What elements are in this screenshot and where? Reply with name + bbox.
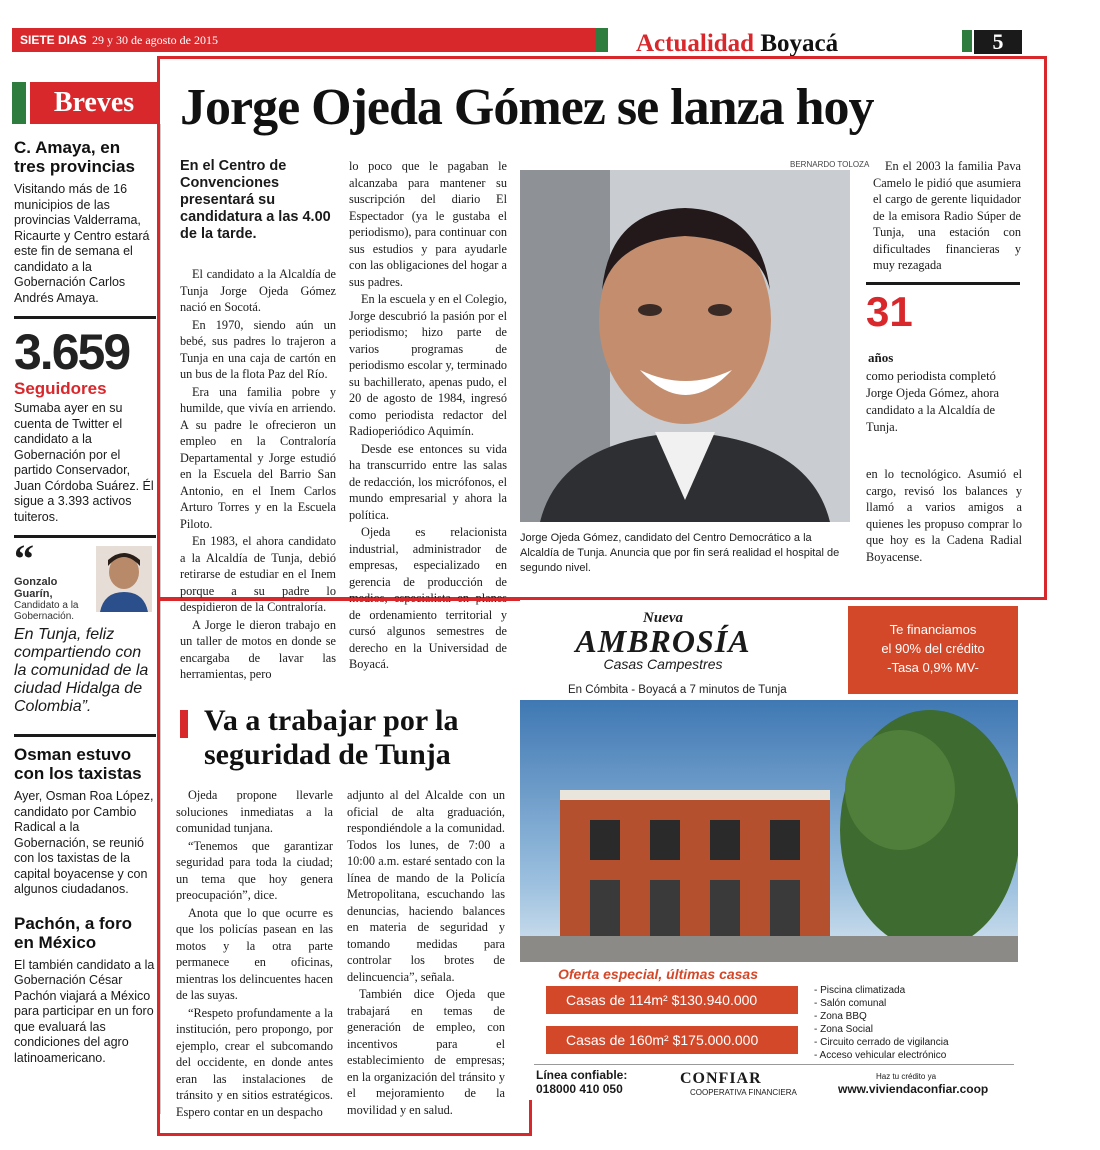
amenity: - Zona BBQ (814, 1011, 867, 1022)
article-column-2 (349, 158, 507, 674)
subheadline: Va a trabajar por la seguridad de Tunja (204, 704, 459, 771)
ad-logo-nueva: Nueva (643, 610, 683, 626)
ad-web: www.viviendaconfiar.coop (838, 1082, 989, 1096)
paragraph: Ojeda es relacionista industrial, administrador de empresas, especializado en gerencia de producción de medios, especialista en planes de ordenamiento territorial y cursó algunos semestres de derecho en la Universidad de Boyacá. (349, 525, 507, 671)
stat-text: Sumaba ayer en su cuenta de Twitter el candidato a la Gobernación por el partido Conservador, Juan Córdoba Suárez. Él sigue a 3.393 activos tuiteros. (14, 401, 154, 524)
ad-divider (534, 1064, 1014, 1065)
paragraph: Ojeda propone llevarle soluciones inmediatas a la comunidad tunjana. (176, 788, 333, 835)
paragraph: En el 2003 la familia Pava Camelo le pidió que asumiera el cargo de gerente liquidador de la emisora Radio Súper de Tunja, una estación con dificultades financieras y muy rezagada (873, 159, 1021, 272)
quote-mark-icon: “ (14, 536, 34, 581)
paragraph: En 1983, el ahora candidato a la Alcaldía de Tunja, debió retirarse de estudiar en el Inem porque a su padre lo despidieron de la Contraloría. (180, 534, 336, 614)
paragraph: También dice Ojeda que trabajará en temas de generación de empleo, con incentivos para el establecimiento de empresas; en la organización del tránsito y el mejoramiento de la movilidad y en salud. (347, 987, 505, 1117)
quote-box (14, 536, 156, 724)
divider (14, 535, 156, 538)
brief-title: C. Amaya, en tres provincias (14, 138, 135, 176)
section-title-a: Actualidad (636, 30, 755, 57)
stat-number: 3.659 (14, 324, 130, 380)
ad-brand-logo: CONFIAR (680, 1070, 762, 1087)
ad-location: En Cómbita - Boyacá a 7 minutos de Tunja (568, 684, 787, 696)
ad-brand-sub: COOPERATIVA FINANCIERA (690, 1088, 797, 1097)
page-strip (962, 30, 972, 52)
house-illustration (520, 700, 1018, 962)
article-column-3 (873, 158, 1021, 275)
paragraph: adjunto al del Alcalde con un oficial de alta graduación, respondiéndole a la comunidad. Todos los lunes, de 7:00 a 10:00 a.m. estaré sentado con la línea de mando de la Policía Metropolitana, escuchando las denuncias, haciendo balances en materia de seguridad y tomando medidas para controlar los brotes de delincuencia”, señala. (347, 788, 505, 984)
amenity: - Piscina climatizada (814, 985, 906, 996)
stat-description: como periodista completó Jorge Ojeda Gómez, ahora candidato a la Alcaldía de Tunja. (866, 369, 1000, 434)
sidebar (14, 138, 156, 1066)
section-title-b: Boyacá (760, 30, 839, 57)
ad-amenities (814, 984, 1014, 1062)
paragraph: El candidato a la Alcaldía de Tunja Jorge Ojeda Gómez nació en Socotá. (180, 267, 336, 314)
subhead-marker (180, 710, 188, 738)
brief-pachon (14, 914, 156, 1067)
headline: Jorge Ojeda Gómez se lanza hoy (180, 79, 874, 136)
stat-label: Seguidores (14, 379, 107, 398)
paragraph: Anota que lo que ocurre es que los policías pasean en las motos y la otra parte permanece en oficinas, mientras los delincuentes hacen de las suyas. (176, 905, 333, 1002)
brief-amaya (14, 138, 156, 306)
divider (14, 316, 156, 319)
photo-credit: BERNARDO TOLOZA (790, 160, 870, 169)
breves-strip (12, 82, 26, 124)
paragraph: en lo tecnológico. Asumió el cargo, revisó los balances y llamó a varios amigos a quienes les propuso comprar lo que hoy es la Cadena Radial Boyacense. (866, 467, 1022, 564)
candidate-photo (520, 170, 850, 522)
stat-box (14, 324, 156, 525)
divider (14, 734, 156, 737)
amenity: - Circuito cerrado de vigilancia (814, 1037, 949, 1048)
amenity: - Zona Social (814, 1024, 873, 1035)
issue-date: 29 y 30 de agosto de 2015 (92, 33, 218, 47)
paragraph: En la escuela y en el Colegio, Jorge descubrió la pasión por el periodismo; hizo parte de varios programas de periodismo escolar y, terminado su bachillerato, apenas pudo, el 20 de agosto de 1984, ingresó como periodista redactor del Radioperiódico Aquimín. (349, 292, 507, 438)
amenity: - Acceso vehicular electrónico (814, 1050, 947, 1061)
ad-finance-line: el 90% del crédito (881, 641, 985, 656)
ad-finance-box (848, 606, 1018, 694)
ad-house-photo (520, 700, 1018, 962)
ad-tel-label: Línea confiable: (536, 1068, 628, 1082)
publication-name: SIETE DIAS (20, 33, 87, 47)
subarticle-column-2 (347, 787, 505, 1119)
amenity: - Salón comunal (814, 998, 887, 1009)
section-title (636, 30, 838, 58)
quote-author: Gonzalo Guarín, (14, 576, 58, 600)
page-number: 5 (974, 30, 1022, 54)
ad-tel: 018000 410 050 (536, 1082, 623, 1096)
photo-caption: Jorge Ojeda Gómez, candidato del Centro Democrático a la Alcaldía de Tunja. Anuncia que por fin será realidad el hospital de segundo nivel. (520, 532, 840, 574)
ad-finance-line: Te financiamos (889, 622, 977, 637)
ad-web-label: Haz tu crédito ya (876, 1072, 937, 1081)
brief-text: El también candidato a la Gobernación César Pachón viajará a México para participar en un foro que evaluará las condiciones del agro latinoamericano. (14, 957, 155, 1065)
paragraph: Desde ese entonces su vida ha transcurrido entre las salas de redacción, los micrófonos, el mundo empresarial y ahora la política. (349, 441, 507, 522)
ad-logo-name: AMBROSÍA (575, 623, 751, 659)
brief-text: Ayer, Osman Roa López, candidato por Cambio Radical a la Gobernación, se reunió con los taxistas de la capital boyacense y con algunos ciudadanos. (14, 789, 154, 896)
top-bar (12, 28, 607, 52)
article-column-3-continued (866, 466, 1022, 566)
section-strip (596, 28, 608, 52)
ad-logo-sub: Casas Campestres (603, 656, 723, 672)
quote-text: En Tunja, feliz compartiendo con la comunidad de la ciudad Hidalga de Colombia”. (14, 626, 149, 715)
ad-logo (568, 610, 758, 672)
stat-number: 31 (866, 288, 913, 335)
author-photo (96, 546, 152, 612)
brief-title: Osman estuvo con los taxistas (14, 745, 142, 783)
ad-price-2: Casas de 160m² $175.000.000 (546, 1026, 798, 1054)
paragraph: Era una familia pobre y humilde, que vivía en arriendo. A su padre le ofrecieron un empleo en la Contraloría Departamental y Jorge estudió en la Escuela del Barrio San Antonio, en el Inem Carlos Arturo Torres y en la Escuela Piloto. (180, 384, 336, 531)
quote-role: Candidato a la Gobernación. (14, 600, 79, 622)
stat-rule (866, 282, 1020, 285)
brief-text: Visitando más de 16 municipios de las provincias Valderrama, Ricaurte y Centro estará este fin de semana el candidato a la Gobernación Carlos Andrés Amaya. (14, 182, 150, 305)
paragraph: “Respeto profundamente a la institución, pero propongo, por ejemplo, crear el subcomando del occidente, en donde antes eran las instalaciones de tránsito y en sitios estratégicos. Espero contar en un despacho (176, 1005, 333, 1119)
paragraph: lo poco que le pagaban le alcanzaba para mantener su suscripción del diario El Espectador (ya le gustaba el periodismo), para continuar con sus estudios y para ayudarle con las obligaciones del hogar a sus padres. (349, 159, 507, 289)
advertisement (520, 600, 1018, 1100)
brief-title: Pachón, a foro en México (14, 913, 133, 952)
ad-offer: Oferta especial, últimas casas (558, 966, 758, 982)
subarticle-column-1 (176, 787, 333, 1121)
deck: En el Centro de Convenciones presentará su candidatura a las 4.00 de la tarde. (180, 158, 331, 242)
paragraph: “Tenemos que garantizar seguridad para toda la ciudad; un tema que hoy genera preocupación”, dice. (176, 838, 333, 902)
candidate-portrait (520, 170, 850, 522)
stat-unit: años (868, 350, 894, 365)
breves-tag: Breves (30, 82, 158, 124)
ad-price-1: Casas de 114m² $130.940.000 (546, 986, 798, 1014)
ad-finance-line: -Tasa 0,9% MV- (887, 660, 979, 675)
paragraph: En 1970, siendo aún un bebé, sus padres lo trajeron a Tunja en una caja de cartón en un bus de la flota Paz del Río. (180, 317, 336, 381)
brief-osman (14, 745, 156, 898)
paragraph: A Jorge le dieron trabajo en un taller de motos en donde se encargaba de lavar las herramientas, pero (180, 617, 336, 681)
